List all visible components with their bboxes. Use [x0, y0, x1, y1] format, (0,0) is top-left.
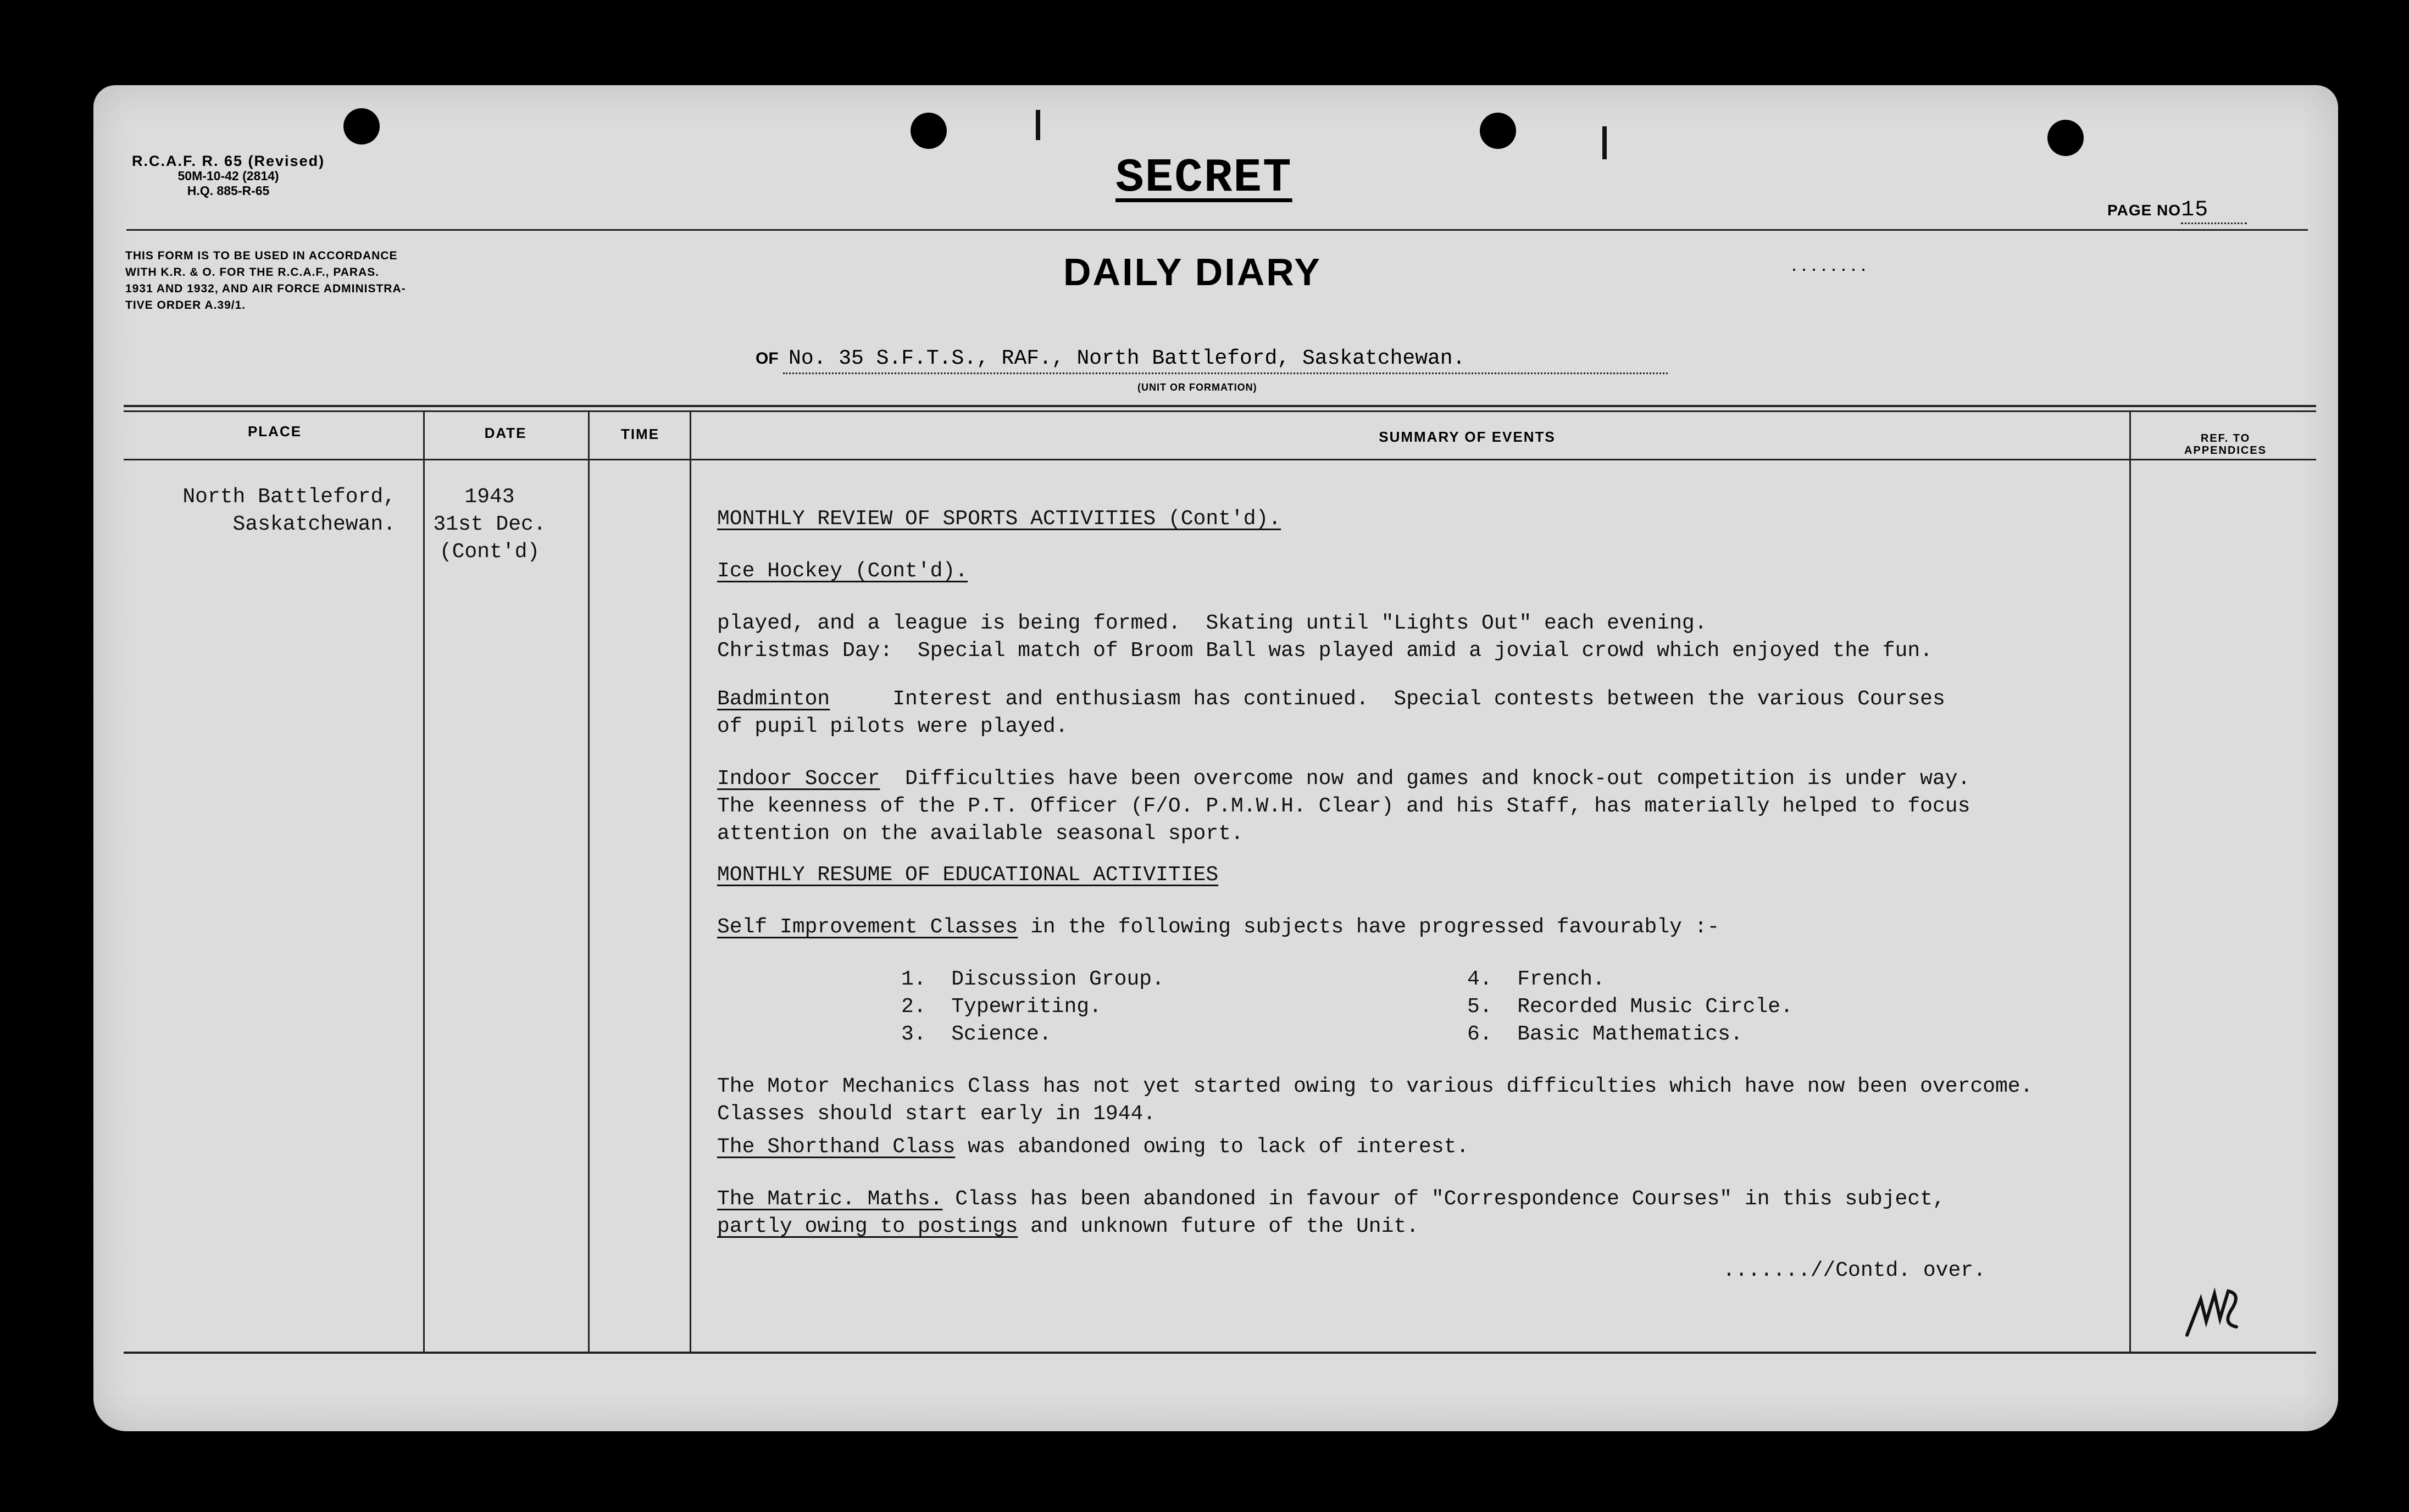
subject-item: 2. Typewriting.	[901, 995, 1102, 1019]
usage-notice-line: THIS FORM IS TO BE USED IN ACCORDANCE	[125, 249, 398, 262]
page-number: 15	[2181, 198, 2247, 224]
shorthand-label: The Shorthand Class	[717, 1135, 956, 1159]
ink-mark	[1036, 110, 1040, 140]
badminton-text: Interest and enthusiasm has continued. Special contests between the various Courses	[830, 687, 1945, 711]
punch-hole	[911, 113, 947, 149]
header-bottom-rule	[124, 459, 2316, 460]
diary-sheet	[93, 85, 2338, 1431]
subjects-list	[717, 966, 2234, 1048]
matric-text: and unknown future of the Unit.	[1018, 1215, 1419, 1238]
subject-item: 1. Discussion Group.	[901, 968, 1164, 991]
page-label: PAGE NO	[2107, 202, 2182, 219]
document-title: DAILY DIARY	[1063, 251, 1322, 293]
self-improvement-text: in the following subjects have progressed favourably :-	[1018, 915, 1720, 939]
unit-line	[756, 347, 1668, 374]
unit-caption: (UNIT OR FORMATION)	[1137, 382, 1257, 393]
education-heading: MONTHLY RESUME OF EDUCATIONAL ACTIVITIES	[717, 863, 1219, 887]
subject-item: 5. Recorded Music Circle.	[1467, 995, 1793, 1019]
matric-label: The Matric. Maths.	[717, 1187, 943, 1211]
soccer-text: Difficulties have been overcome now and games and knock-out competition is under way.	[880, 767, 1971, 791]
table-top-rule	[124, 410, 2316, 412]
badminton-text: of pupil pilots were played.	[717, 715, 1068, 738]
column-header-date: DATE	[484, 425, 527, 441]
usage-notice	[125, 248, 406, 314]
ref-label-line: REF. TO	[2200, 432, 2251, 444]
subject-item: 4. French.	[1467, 968, 1605, 991]
ref-label-line: APPENDICES	[2184, 444, 2267, 457]
entry-place	[159, 483, 396, 538]
sports-heading: MONTHLY REVIEW OF SPORTS ACTIVITIES (Cont'd).	[717, 507, 1281, 531]
punch-hole	[343, 108, 380, 144]
motor-mechanics-text: The Motor Mechanics Class has not yet started owing to various difficulties which have now been overcome.	[717, 1075, 2033, 1098]
badminton-label: Badminton	[717, 687, 830, 711]
summary-of-events	[717, 505, 2234, 1285]
place-line: North Battleford,	[182, 485, 396, 509]
dotted-field: ........	[1791, 253, 1871, 275]
page-number-field	[2107, 198, 2247, 223]
usage-notice-line: 1931 AND 1932, AND AIR FORCE ADMINISTRA-	[125, 282, 406, 295]
soccer-text: attention on the available seasonal sport.	[717, 822, 1244, 846]
subject-item: 6. Basic Mathematics.	[1467, 1022, 1743, 1046]
form-id-line: R.C.A.F. R. 65 (Revised)	[132, 153, 325, 169]
ink-mark	[1602, 126, 1607, 159]
usage-notice-line: TIVE ORDER A.39/1.	[125, 299, 246, 312]
handwritten-initials	[2182, 1277, 2247, 1343]
soccer-text: The keenness of the P.T. Officer (F/O. P.M.W.H. Clear) and his Staff, has materially helped to focus	[717, 794, 1971, 818]
entry-date	[421, 483, 558, 566]
shorthand-text: was abandoned owing to lack of interest.	[955, 1135, 1469, 1159]
classification-stamp: SECRET	[1115, 151, 1292, 205]
column-header-summary: SUMMARY OF EVENTS	[1379, 429, 1556, 445]
header-rule	[126, 229, 2308, 231]
date-line: 1943	[464, 485, 515, 509]
form-identifier	[132, 154, 325, 198]
motor-mechanics-text: Classes should start early in 1944.	[717, 1102, 1156, 1126]
column-divider	[690, 412, 691, 1352]
punch-hole	[2047, 120, 2084, 156]
date-line: 31st Dec.	[433, 513, 546, 536]
continued-note: .......//Contd. over.	[1723, 1259, 1986, 1282]
table-bottom-rule	[124, 1352, 2316, 1354]
form-id-line: H.Q. 885-R-65	[187, 184, 270, 198]
self-improvement-label: Self Improvement Classes	[717, 915, 1018, 939]
usage-notice-line: WITH K.R. & O. FOR THE R.C.A.F., PARAS.	[125, 266, 380, 279]
column-header-ref	[2149, 432, 2302, 457]
matric-postings: partly owing to postings	[717, 1215, 1018, 1238]
hockey-line: played, and a league is being formed. Skating until "Lights Out" each evening.	[717, 612, 1707, 635]
hockey-heading: Ice Hockey (Cont'd).	[717, 559, 968, 583]
column-divider	[588, 412, 590, 1352]
date-line: (Cont'd)	[439, 540, 540, 564]
table-top-rule	[124, 405, 2316, 407]
form-id-line: 50M-10-42 (2814)	[177, 169, 279, 183]
hockey-line: Christmas Day: Special match of Broom Ball was played amid a jovial crowd which enjoyed the fun.	[717, 639, 1933, 663]
punch-hole	[1480, 113, 1516, 149]
soccer-label: Indoor Soccer	[717, 767, 880, 791]
matric-text: Class has been abandoned in favour of "Correspondence Courses" in this subject,	[942, 1187, 1945, 1211]
place-line: Saskatchewan.	[232, 513, 396, 536]
of-label: OF	[756, 349, 779, 368]
column-header-place: PLACE	[247, 423, 302, 440]
unit-name: No. 35 S.F.T.S., RAF., North Battleford, Saskatchewan.	[783, 347, 1668, 374]
column-header-time: TIME	[620, 426, 660, 442]
subject-item: 3. Science.	[901, 1022, 1052, 1046]
